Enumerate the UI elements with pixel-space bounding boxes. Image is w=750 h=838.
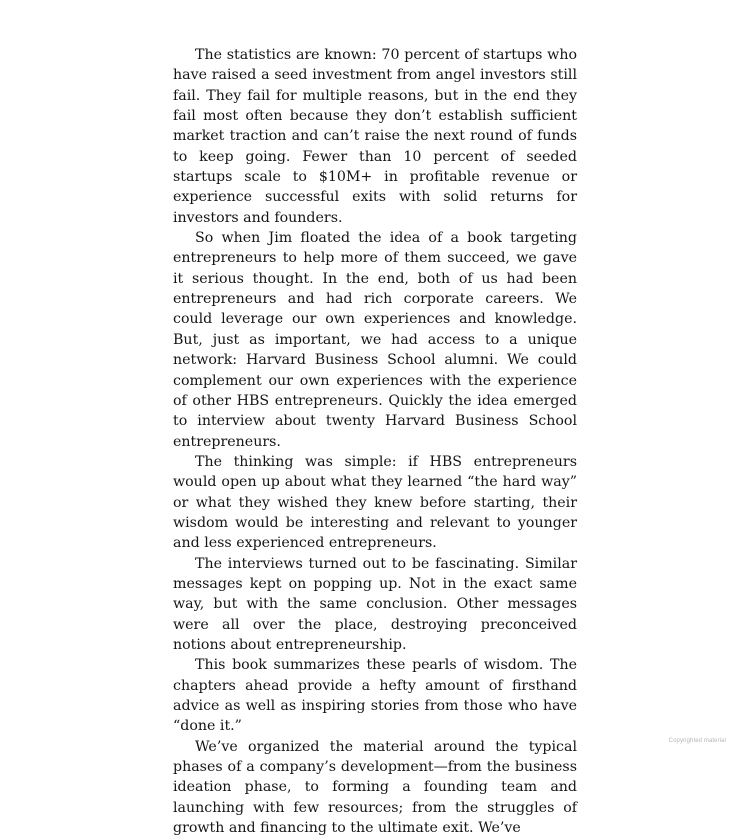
paragraph-interviews: The interviews turned out to be fascinating. Similar messages kept on popping up. Not in the exact same way, but with the same conclusion. Other messages were all over the place, destroying preconceived notions about entrepreneurship. bbox=[173, 555, 577, 653]
copyright-watermark: Copyrighted material bbox=[668, 738, 726, 744]
paragraph-summary: This book summarizes these pearls of wisdom. The chapters ahead provide a hefty amount of firsthand advice as well as inspiring stories from those who have “done it.” bbox=[173, 657, 577, 735]
body-text bbox=[173, 45, 577, 838]
paragraph-thinking: The thinking was simple: if HBS entrepreneurs would open up about what they learned “the hard way” or what they wished they knew before starting, their wisdom would be interesting and relevant to younger and less experienced entrepreneurs. bbox=[173, 453, 577, 552]
paragraph-book-idea: So when Jim floated the idea of a book targeting entrepreneurs to help more of them succeed, we gave it serious thought. In the end, both of us had been entrepreneurs and had rich corporate careers. We could leverage our own experiences and knowledge. But, just as important, we had access to a unique network: Harvard Business School alumni. We could complement our own experiences with the experience of other HBS entrepreneurs. Quickly the idea emerged to interview about twenty Harvard Business School entrepreneurs. bbox=[173, 230, 577, 450]
paragraph-organization: We’ve organized the material around the typical phases of a company’s development—from the business ideation phase, to forming a founding team and launching with few resources; from the struggles of growth and financing to the ultimate exit. We’ve bbox=[173, 738, 577, 837]
paragraph-statistics: The statistics are known: 70 percent of startups who have raised a seed investment from angel investors still fail. They fail for multiple reasons, but in the end they fail most often because they don’t establish sufficient market traction and can’t raise the next round of funds to keep going. Fewer than 10 percent of seeded startups scale to $10M+ in profitable revenue or experience successful exits with solid returns for investors and founders. bbox=[173, 47, 577, 226]
